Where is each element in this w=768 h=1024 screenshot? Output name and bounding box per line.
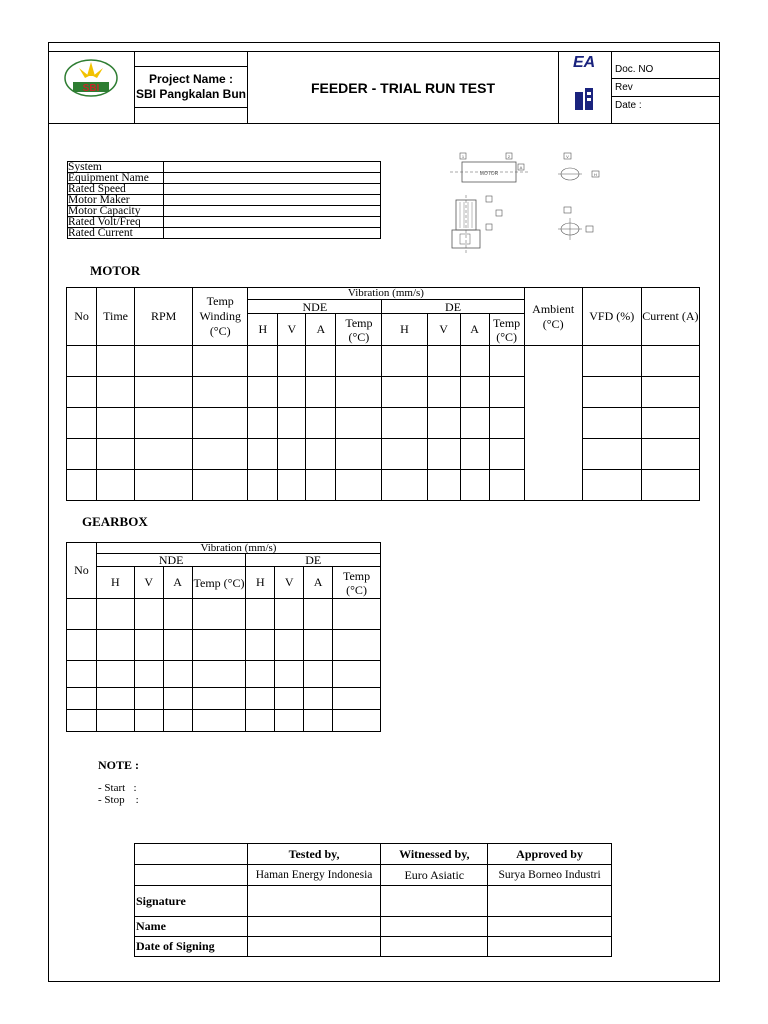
- motor-header-temp-winding: Temp Winding (°C): [193, 288, 248, 346]
- tested-date-field[interactable]: [247, 937, 381, 957]
- info-value-rated-volt-freq[interactable]: [164, 217, 381, 228]
- approved-date-field[interactable]: [488, 937, 612, 957]
- gearbox-table: [66, 542, 381, 732]
- gearbox-header-de-a: A: [304, 567, 333, 599]
- info-label-rated-volt-freq: Rated Volt/Freq: [68, 217, 164, 228]
- project-cell: [135, 52, 248, 124]
- project-label: Project Name :: [148, 71, 234, 86]
- approved-signature-field[interactable]: [488, 886, 612, 917]
- note-start: - Start :: [98, 782, 137, 794]
- document-title: FEEDER - TRIAL RUN TEST: [248, 52, 559, 124]
- note-title: NOTE :: [98, 758, 140, 772]
- motor-header-de-v: V: [427, 314, 460, 346]
- info-value-motor-maker[interactable]: [164, 195, 381, 206]
- motor-header-vibration: Vibration (mm/s): [248, 288, 524, 300]
- gearbox-header-nde: NDE: [96, 554, 245, 567]
- witnessed-by-header: Witnessed by,: [381, 844, 488, 865]
- diagram-marker-v: V: [566, 154, 569, 159]
- tested-by-header: Tested by,: [247, 844, 381, 865]
- doc-meta-cell: [612, 52, 720, 124]
- info-value-motor-capacity[interactable]: [164, 206, 381, 217]
- witnessed-name-field[interactable]: [381, 917, 488, 937]
- gearbox-header-de-h: H: [246, 567, 275, 599]
- sbi-logo-text: SBI: [82, 83, 100, 94]
- diagram-marker-2: 2: [507, 154, 511, 159]
- motor-row: [67, 439, 700, 470]
- gearbox-header-no: No: [67, 543, 97, 599]
- equipment-info-table: [67, 161, 381, 239]
- motor-header-nde-h: H: [248, 314, 278, 346]
- measurement-point-diagram: [448, 150, 608, 255]
- info-value-system[interactable]: [164, 162, 381, 173]
- project-value: SBI Pangkalan Bun: [135, 86, 247, 101]
- approved-by-header: Approved by: [488, 844, 612, 865]
- info-value-equipment-name[interactable]: [164, 173, 381, 184]
- motor-header-de: DE: [382, 300, 524, 314]
- motor-header-ambient: Ambient (°C): [524, 288, 582, 346]
- info-value-rated-current[interactable]: [164, 228, 381, 239]
- approved-name-field[interactable]: [488, 917, 612, 937]
- motor-ambient-cell[interactable]: [524, 346, 582, 501]
- motor-section-title: MOTOR: [90, 263, 141, 278]
- diagram-marker-a: A: [519, 165, 523, 170]
- info-label-rated-speed: Rated Speed: [68, 184, 164, 195]
- gearbox-header-vibration: Vibration (mm/s): [96, 543, 380, 554]
- date-label: Date :: [615, 100, 642, 111]
- rev-label: Rev: [612, 79, 719, 97]
- motor-row: [67, 408, 700, 439]
- approved-company: Surya Borneo Industri: [488, 865, 612, 886]
- sbi-logo-icon: [49, 52, 134, 118]
- motor-header-de-a: A: [460, 314, 489, 346]
- witnessed-signature-field[interactable]: [381, 886, 488, 917]
- gearbox-row: [67, 661, 381, 688]
- note-stop: - Stop :: [98, 794, 139, 806]
- diagram-motor-label: MOTOR: [479, 171, 499, 177]
- witnessed-date-field[interactable]: [381, 937, 488, 957]
- motor-row: [67, 346, 700, 377]
- gearbox-header-nde-a: A: [163, 567, 192, 599]
- gearbox-header-nde-v: V: [134, 567, 163, 599]
- building-logo-icon: [573, 86, 597, 110]
- gearbox-header-nde-temp: Temp (°C): [192, 567, 246, 599]
- witnessed-company: Euro Asiatic: [381, 865, 488, 886]
- info-label-motor-maker: Motor Maker: [68, 195, 164, 206]
- signature-row-label: Signature: [135, 886, 248, 917]
- motor-row: [67, 470, 700, 501]
- gearbox-header-de-temp: Temp (°C): [333, 567, 381, 599]
- gearbox-header-de: DE: [246, 554, 381, 567]
- motor-header-nde-a: A: [306, 314, 336, 346]
- gearbox-row: [67, 710, 381, 732]
- gearbox-header-de-v: V: [275, 567, 304, 599]
- tested-name-field[interactable]: [247, 917, 381, 937]
- ea-logo-icon: EA: [573, 54, 596, 71]
- gearbox-section-title: GEARBOX: [82, 514, 148, 529]
- date-of-signing-row-label: Date of Signing: [135, 937, 248, 957]
- ea-logo-cell: [559, 52, 612, 124]
- info-label-system: System: [68, 162, 164, 173]
- gearbox-row: [67, 599, 381, 630]
- motor-header-nde: NDE: [248, 300, 382, 314]
- gearbox-row: [67, 630, 381, 661]
- motor-header-de-temp: Temp (°C): [489, 314, 524, 346]
- diagram-marker-1: 1: [461, 154, 465, 159]
- motor-header-no: No: [67, 288, 97, 346]
- gearbox-header-nde-h: H: [96, 567, 134, 599]
- motor-header-de-h: H: [382, 314, 427, 346]
- diagram-marker-h: H: [594, 172, 597, 177]
- info-label-rated-current: Rated Current: [68, 228, 164, 239]
- name-row-label: Name: [135, 917, 248, 937]
- motor-row: [67, 377, 700, 408]
- tested-signature-field[interactable]: [247, 886, 381, 917]
- info-label-equipment-name: Equipment Name: [68, 173, 164, 184]
- logo-cell: [49, 52, 135, 124]
- motor-header-vfd: VFD (%): [582, 288, 641, 346]
- motor-table: [66, 287, 700, 501]
- signoff-table: [134, 843, 612, 957]
- info-value-rated-speed[interactable]: [164, 184, 381, 195]
- info-label-motor-capacity: Motor Capacity: [68, 206, 164, 217]
- doc-no-label: Doc. NO: [612, 61, 719, 79]
- motor-header-nde-v: V: [278, 314, 306, 346]
- tested-company: Haman Energy Indonesia: [247, 865, 381, 886]
- motor-header-rpm: RPM: [135, 288, 193, 346]
- motor-header-time: Time: [97, 288, 135, 346]
- header-table: [48, 51, 720, 124]
- motor-header-current: Current (A): [641, 288, 699, 346]
- gearbox-row: [67, 688, 381, 710]
- motor-header-nde-temp: Temp (°C): [336, 314, 382, 346]
